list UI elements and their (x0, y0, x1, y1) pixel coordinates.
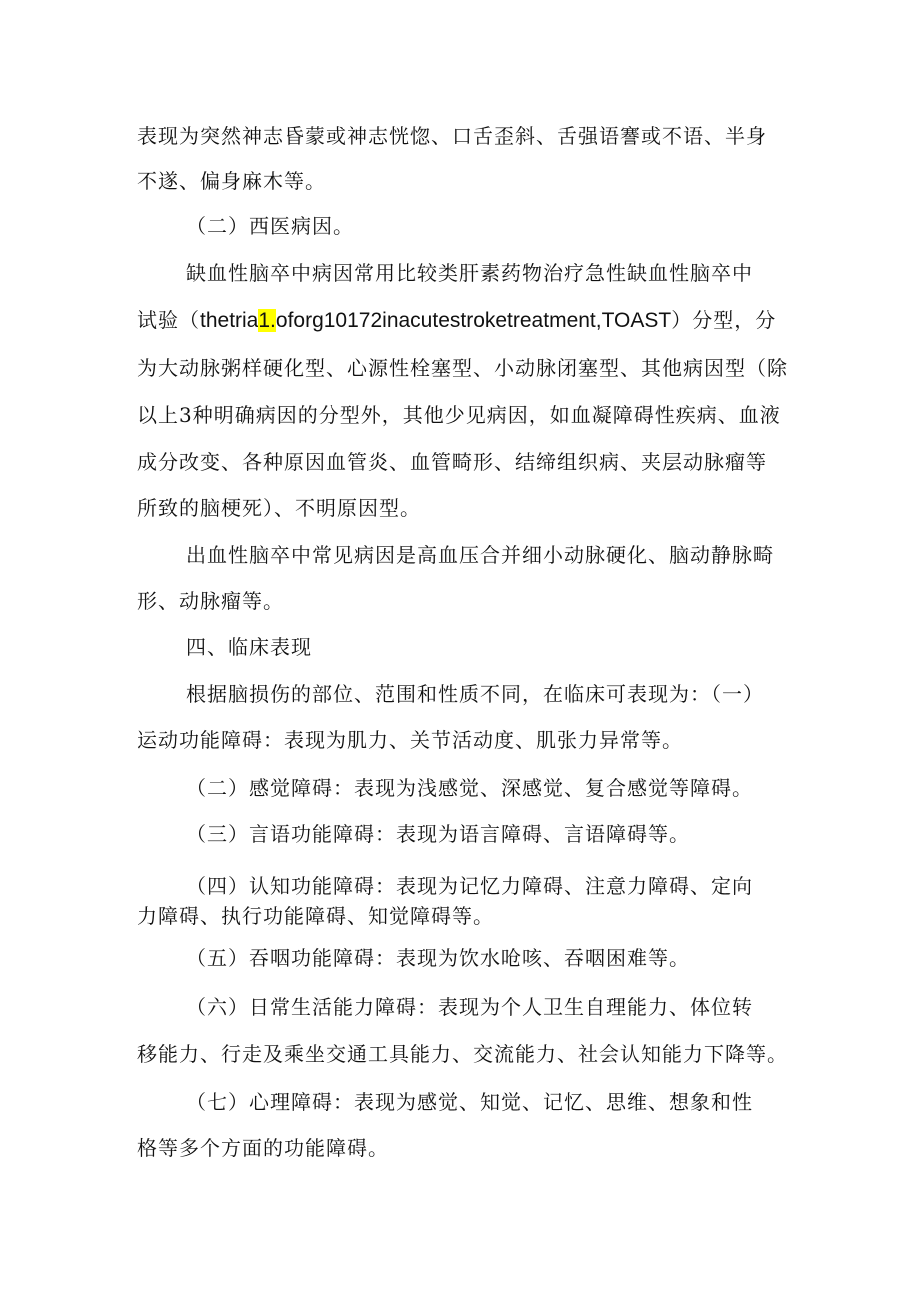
highlighted-text: 1. (258, 309, 276, 332)
section-heading: （二）西医病因。 (186, 214, 354, 238)
paragraph-line: 形、动脉瘤等。 (137, 589, 284, 613)
list-item: （二）感觉障碍：表现为浅感觉、深感觉、复合感觉等障碍。 (186, 776, 753, 800)
paragraph-line: 所致的脑梗死）、不明原因型。 (137, 496, 421, 520)
list-item: （六）日常生活能力障碍：表现为个人卫生自理能力、体位转 (186, 995, 753, 1019)
list-item-continuation: 力障碍、执行功能障碍、知觉障碍等。 (137, 904, 494, 928)
list-item: （七）心理障碍：表现为感觉、知觉、记忆、思维、想象和性 (186, 1090, 753, 1114)
paragraph-text: oforg10172inacutestroketreatment,TOAST (275, 309, 672, 332)
paragraph-text: thetria (200, 309, 259, 332)
section-heading: 四、临床表现 (186, 635, 312, 659)
paragraph-line: 出血性脑卒中常见病因是高血压合并细小动脉硬化、脑动静脉畸 (186, 543, 774, 567)
paragraph-text: ）分型，分 (671, 308, 777, 332)
list-item: （三）言语功能障碍：表现为语言障碍、言语障碍等。 (186, 822, 690, 846)
list-item-continuation: 移能力、行走及乘坐交通工具能力、交流能力、社会认知能力下降等。 (137, 1042, 788, 1066)
list-item: （五）吞咽功能障碍：表现为饮水呛咳、吞咽困难等。 (186, 946, 690, 970)
paragraph-line: 运动功能障碍：表现为肌力、关节活动度、肌张力异常等。 (137, 728, 683, 752)
paragraph-line: 不遂、偏身麻木等。 (137, 169, 326, 193)
paragraph-line: 表现为突然神志昏蒙或神志恍惚、口舌歪斜、舌强语謇或不语、半身 (137, 124, 767, 148)
paragraph-line: 缺血性脑卒中病因常用比较类肝素药物治疗急性缺血性脑卒中 (186, 261, 753, 285)
paragraph-line: 以上3种明确病因的分型外，其他少见病因，如血凝障碍性疾病、血液 (137, 403, 781, 427)
paragraph-line: 根据脑损伤的部位、范围和性质不同，在临床可表现为：（一） (186, 682, 764, 706)
paragraph-line: 为大动脉粥样硬化型、心源性栓塞型、小动脉闭塞型、其他病因型（除 (137, 356, 788, 380)
paragraph-line: 成分改变、各种原因血管炎、血管畸形、结缔组织病、夹层动脉瘤等 (137, 450, 767, 474)
paragraph-line (137, 306, 776, 335)
paragraph-text: 试验（ (137, 308, 200, 332)
list-item-continuation: 格等多个方面的功能障碍。 (137, 1136, 389, 1160)
list-item: （四）认知功能障碍：表现为记忆力障碍、注意力障碍、定向 (186, 874, 753, 898)
